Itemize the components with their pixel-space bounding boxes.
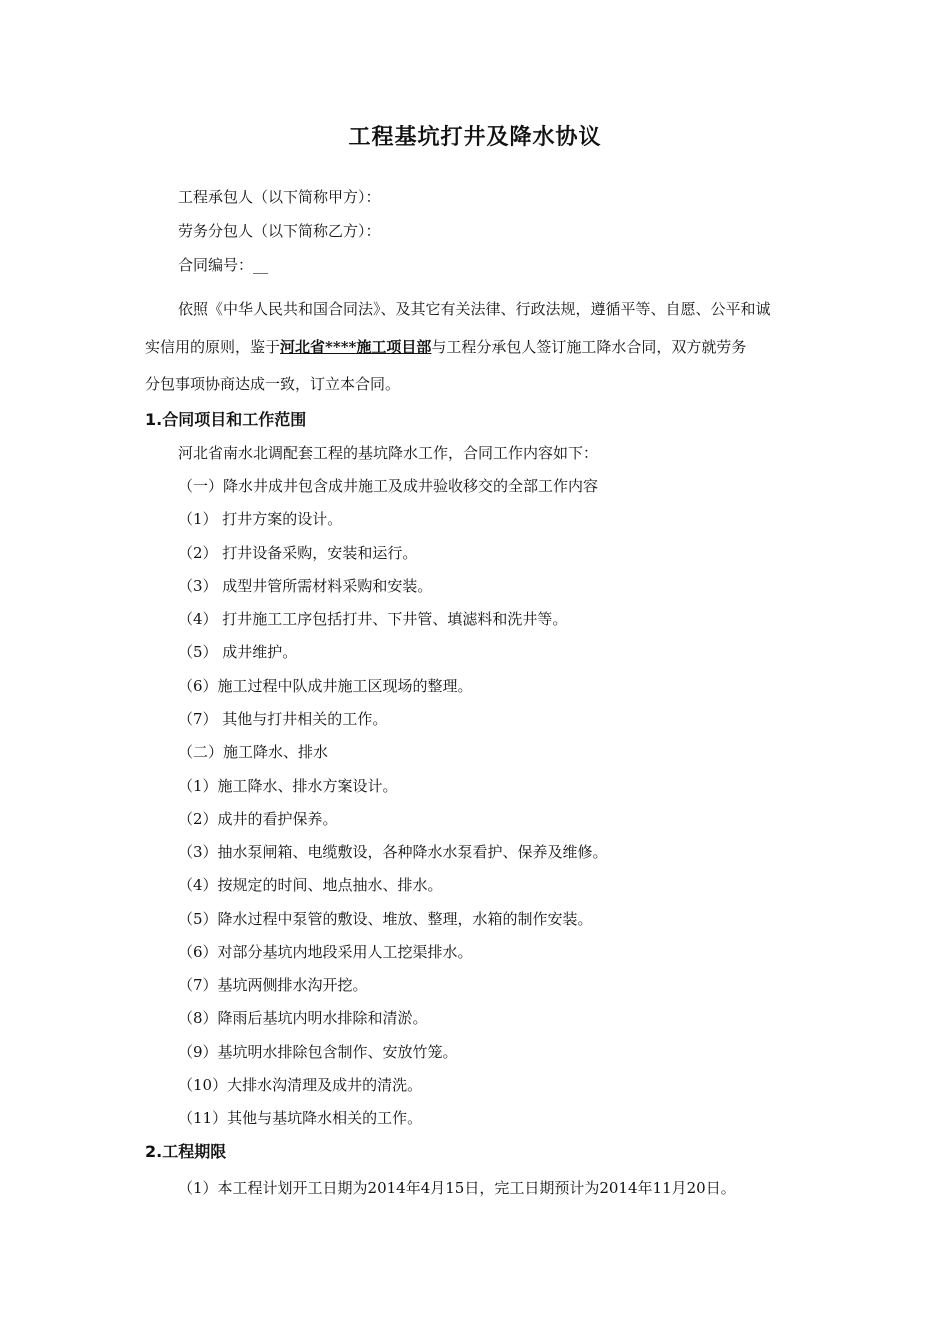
section-1-heading: 1.合同项目和工作范围 bbox=[145, 410, 307, 429]
intro-paragraph-line-1: 依照《中华人民共和国合同法》、及其它有关法律、行政法规，遵循平等、自愿、公平和诚 bbox=[178, 300, 771, 318]
intro-paragraph-line-3: 分包事项协商达成一致，订立本合同。 bbox=[145, 375, 401, 393]
list-item: （5）降水过程中泵管的敷设、堆放、整理，水箱的制作安装。 bbox=[178, 910, 593, 928]
section-1-lead: 河北省南水北调配套工程的基坑降水工作，合同工作内容如下： bbox=[178, 444, 599, 462]
list-item: （11）其他与基坑降水相关的工作。 bbox=[178, 1109, 423, 1127]
list-item: （6）对部分基坑内地段采用人工挖渠排水。 bbox=[178, 943, 473, 961]
list-item: （6）施工过程中队成井施工区现场的整理。 bbox=[178, 677, 473, 695]
list-item: （1）施工降水、排水方案设计。 bbox=[178, 777, 398, 795]
list-item: （1） 打井方案的设计。 bbox=[178, 510, 343, 528]
list-item: （3） 成型井管所需材料采购和安装。 bbox=[178, 577, 433, 595]
list-item: （3）抽水泵闸箱、电缆敷设，各种降水水泵看护、保养及维修。 bbox=[178, 843, 608, 861]
list-item: （7） 其他与打井相关的工作。 bbox=[178, 710, 388, 728]
list-item: （7）基坑两侧排水沟开挖。 bbox=[178, 976, 368, 994]
list-item: （4） 打井施工工序包括打井、下井管、填滤料和洗井等。 bbox=[178, 610, 568, 628]
list-item: （8）降雨后基坑内明水排除和清淤。 bbox=[178, 1009, 428, 1027]
party-b-line: 劳务分包人（以下简称乙方）： bbox=[178, 222, 381, 240]
list-item: （2） 打井设备采购，安装和运行。 bbox=[178, 544, 418, 562]
contract-number-line: 合同编号：__ bbox=[178, 256, 269, 274]
list-item: （2）成井的看护保养。 bbox=[178, 810, 338, 828]
list-item: （10）大排水沟清理及成井的清洗。 bbox=[178, 1076, 423, 1094]
list-item: （4）按规定的时间、地点抽水、排水。 bbox=[178, 876, 443, 894]
intro-paragraph-line-2 bbox=[145, 336, 746, 358]
intro-text: 与工程分承包人签订施工降水合同，双方就劳务 bbox=[431, 338, 747, 356]
part-1-heading: （一）降水井成井包含成井施工及成井验收移交的全部工作内容 bbox=[178, 477, 599, 495]
list-item: （9）基坑明水排除包含制作、安放竹笼。 bbox=[178, 1043, 458, 1061]
list-item: （5） 成井维护。 bbox=[178, 643, 298, 661]
document-title: 工程基坑打井及降水协议 bbox=[348, 125, 602, 150]
project-department-name: 河北省****施工项目部 bbox=[280, 338, 432, 356]
section-2-heading: 2.工程期限 bbox=[145, 1142, 227, 1161]
intro-text: 实信用的原则，鉴于 bbox=[145, 338, 281, 356]
party-a-line: 工程承包人（以下简称甲方）： bbox=[178, 188, 381, 206]
section-2-item-1: （1）本工程计划开工日期为2014年4月15日，完工日期预计为2014年11月20日。 bbox=[178, 1179, 736, 1197]
part-2-heading: （二）施工降水、排水 bbox=[178, 743, 329, 761]
